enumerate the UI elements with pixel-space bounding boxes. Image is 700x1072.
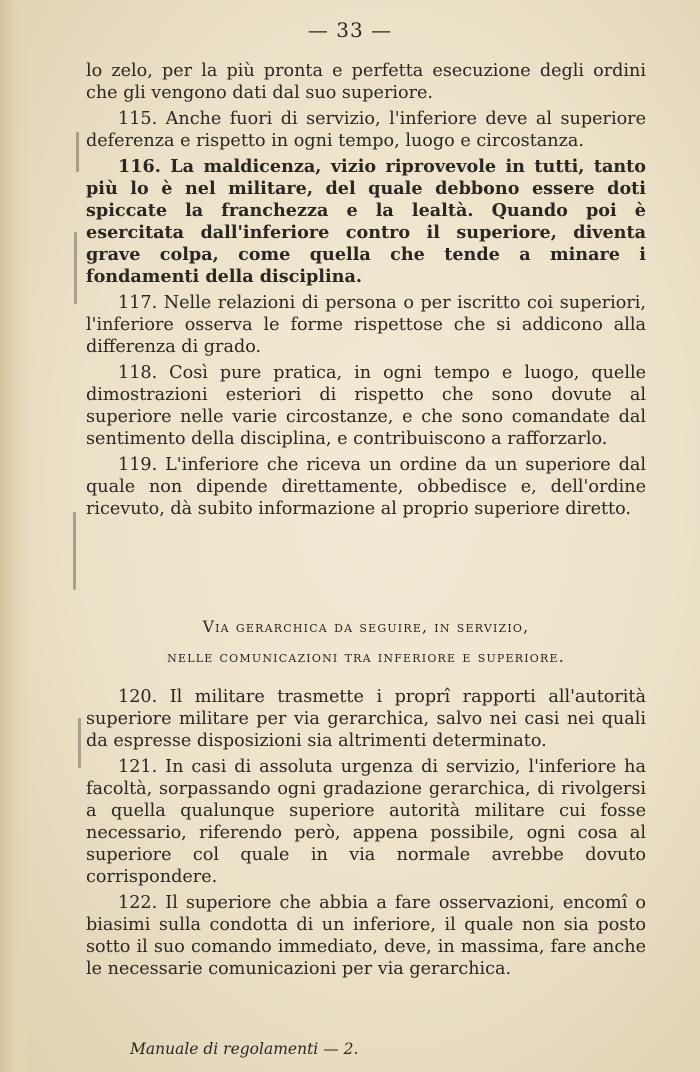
paragraph-120: 120. Il militare trasmette i proprî rapporti all'autorità superiore militare per via gerarchica, salvo nei casi nei quali da espresse disposizioni sia altrimenti determinato.: [86, 687, 646, 751]
text-block-top: [86, 60, 646, 524]
margin-mark: [74, 232, 77, 304]
paragraph-115: 115. Anche fuori di servizio, l'inferiore deve al superiore deferenza e rispetto in ogni tempo, luogo e circostanza.: [86, 109, 646, 151]
paragraph-continuation: lo zelo, per la più pronta e perfetta esecuzione degli ordini che gli vengono dati dal suo superiore.: [86, 61, 646, 103]
paragraph-116: 116. La maldicenza, vizio riprovevole in tutti, tanto più lo è nel militare, del quale debbono essere doti spiccate la franchezza e la lealtà. Quando poi è esercitata dall'inferiore contro il superiore, diventa grave colpa, come quella che tende a minare i fondamenti della disciplina.: [86, 156, 646, 287]
section-heading-line-1: Via gerarchica da seguire, in servizio,: [202, 618, 530, 636]
paragraph-122: 122. Il superiore che abbia a fare osservazioni, encomî o biasimi sulla condotta di un inferiore, il quale non sia posto sotto il suo comando immediato, deve, in massima, fare anche le necessarie comunicazioni per via gerarchica.: [86, 893, 646, 979]
page-number: — 33 —: [307, 18, 393, 42]
paragraph-121: 121. In casi di assoluta urgenza di servizio, l'inferiore ha facoltà, sorpassando ogni gradazione gerarchica, di rivolgersi a quella qualunque superiore autorità militare cui fosse necessario, riferendo però, appena possibile, ogni cosa al superiore col quale in via normale avrebbe dovuto corrispondere.: [86, 757, 646, 887]
section-heading-line-2: nelle comunicazioni tra inferiore e superiore.: [167, 648, 565, 666]
page-edge: [0, 0, 30, 1072]
margin-mark: [78, 718, 81, 768]
paragraph-117: 117. Nelle relazioni di persona o per iscritto coi superiori, l'inferiore osserva le forme rispettose che si addicono alla differenza di grado.: [86, 293, 646, 357]
margin-mark: [73, 512, 76, 590]
section-heading: [86, 612, 646, 672]
paragraph-118: 118. Così pure pratica, in ogni tempo e luogo, quelle dimostrazioni esteriori di rispetto che sono dovute al superiore nelle varie circostanze, e che sono comandate dal sentimento della disciplina, e contribuiscono a rafforzarlo.: [86, 363, 646, 449]
footer-title: Manuale di regolamenti — 2.: [130, 1040, 359, 1058]
margin-mark: [76, 132, 79, 172]
paragraph-119: 119. L'inferiore che riceva un ordine da un superiore dal quale non dipende direttamente, obbedisce e, dell'ordine ricevuto, dà subito informazione al proprio superiore diretto.: [86, 455, 646, 519]
text-block-bottom: [86, 686, 646, 984]
